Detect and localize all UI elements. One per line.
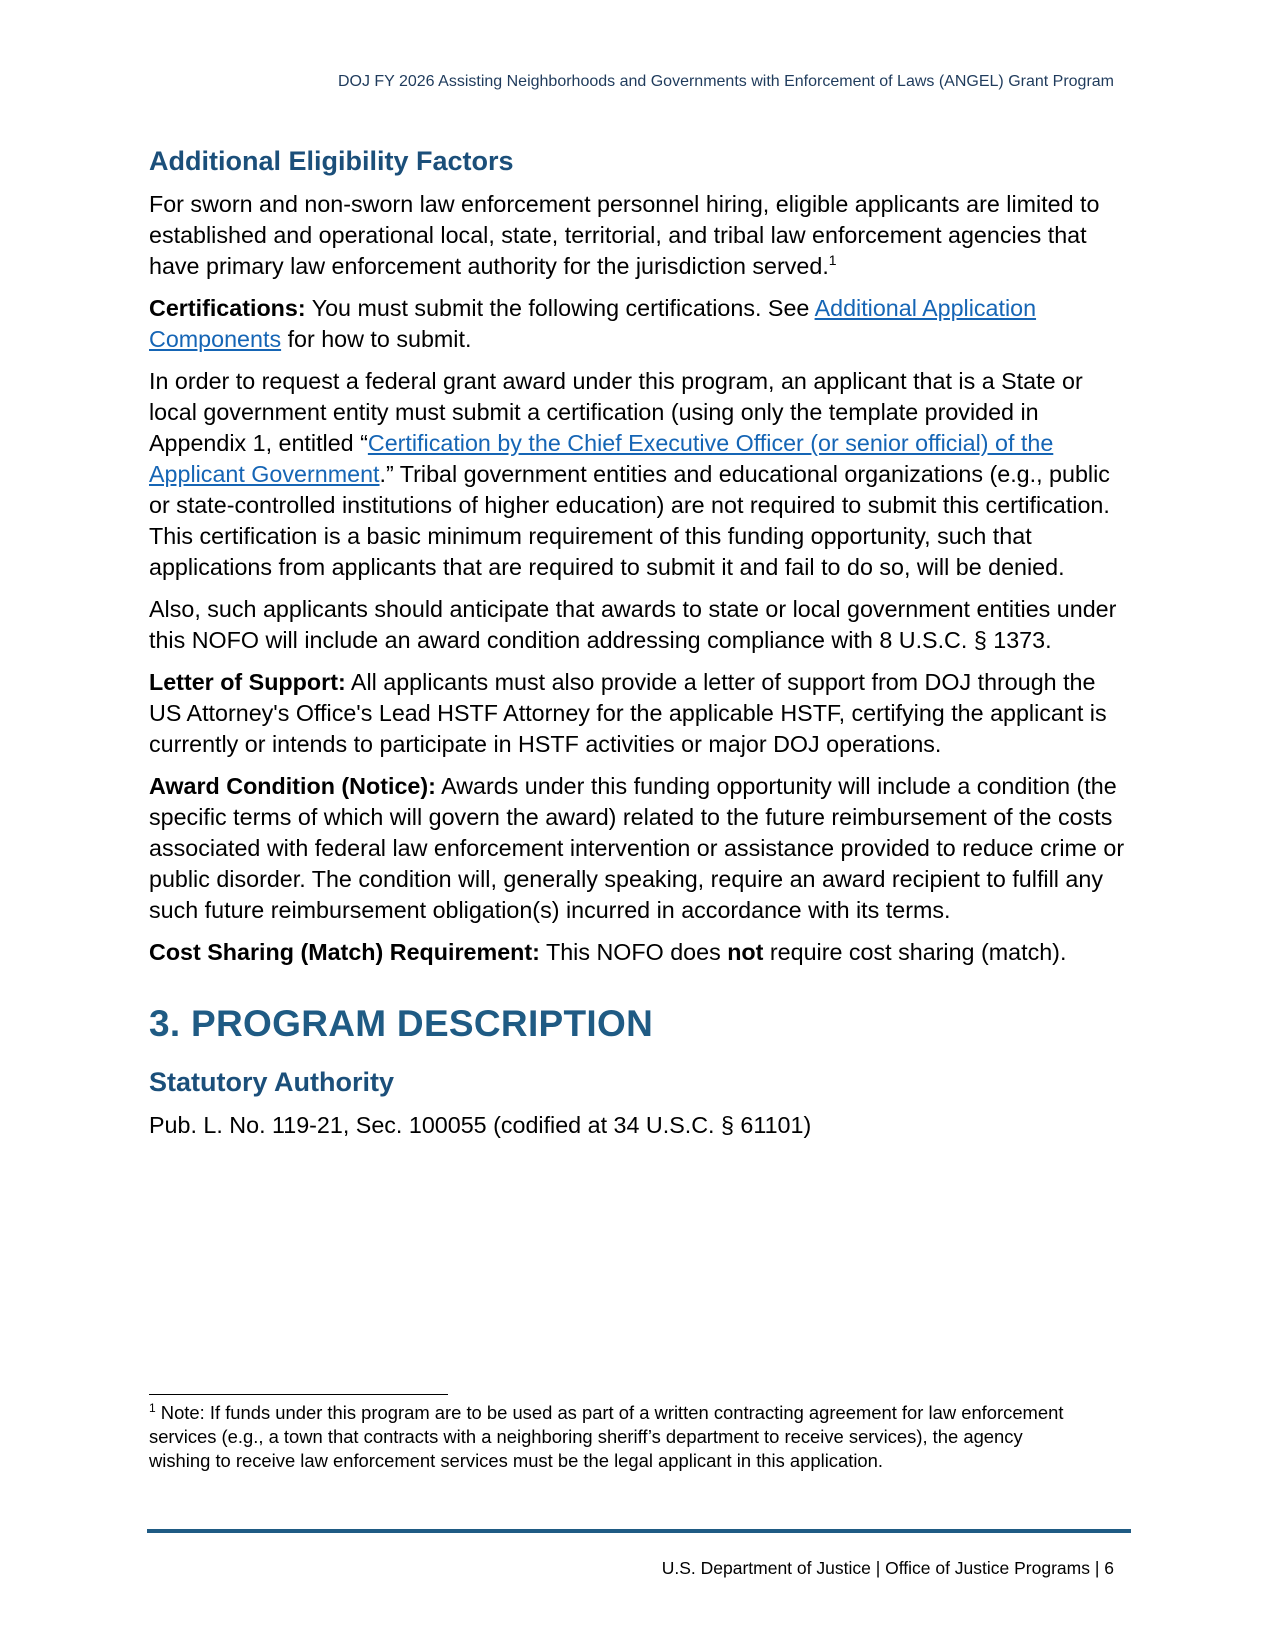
- page-footer: U.S. Department of Justice | Office of Justice Programs | 6: [661, 1558, 1114, 1578]
- program-description-heading: 3. PROGRAM DESCRIPTION: [149, 1002, 654, 1044]
- award-condition-paragraph: [149, 771, 1129, 926]
- also-paragraph: Also, such applicants should anticipate that awards to state or local government entities under this NOFO will include an award condition addressing compliance with 8 U.S.C. § 1373.: [149, 595, 1117, 653]
- letter-of-support-paragraph: [149, 667, 1129, 760]
- footnote-text: Note: If funds under this program are to be used as part of a written contracting agreement for law enforcement services (e.g., a town that contracts with a neighboring sheriff’s department to receive services), the agency wishing to receive law enforcement services must be the legal applicant in this application.: [149, 1402, 1064, 1471]
- certifications-label: Certifications:: [149, 294, 306, 321]
- award-condition-text: Awards under this funding opportunity will include a condition (the specific terms of which will govern the award) related to the future reimbursement of the costs associated with federal law enforcement intervention or assistance provided to reduce crime or public disorder. The condition will, generally speaking, require an award recipient to fulfill any such future reimbursement obligation(s) incurred in accordance with its terms.: [149, 772, 1125, 923]
- footer-rule: [147, 1529, 1131, 1533]
- eligibility-intro: [149, 189, 1129, 282]
- cert-detail-text: In order to request a federal grant award under this program, an applicant that is a State or local government entity must submit a certification (using only the template provided in Appendix 1, entitled “: [149, 367, 1083, 456]
- cert-detail-text-end: .” Tribal government entities and educational organizations (e.g., public or state-controlled institutions of higher education) are not required to submit this certification. This certification is a basic minimum requirement of this funding opportunity, such that applications from applicants that are required to submit it and fail to do so, will be denied.: [149, 460, 1110, 580]
- award-condition-label: Award Condition (Notice):: [149, 772, 436, 799]
- additional-application-components-link[interactable]: Additional Application Components: [149, 294, 1037, 352]
- letter-of-support-label: Letter of Support:: [149, 668, 346, 695]
- footnote-separator: [149, 1394, 448, 1395]
- cost-sharing-text-end: require cost sharing (match).: [763, 938, 1067, 965]
- footnote-ref[interactable]: 1: [828, 251, 837, 268]
- cost-sharing-text: This NOFO does: [539, 938, 728, 965]
- footnote: [149, 1401, 1089, 1473]
- certifications-text: You must submit the following certifications. See: [305, 294, 815, 321]
- eligibility-heading: Additional Eligibility Factors: [149, 146, 514, 176]
- ceo-certification-link[interactable]: Certification by the Chief Executive Officer (or senior official) of the Applicant Government: [149, 429, 1054, 487]
- letter-of-support-text: All applicants must also provide a letter of support from DOJ through the US Attorney's Office's Lead HSTF Attorney for the applicable HSTF, certifying the applicant is currently or intends to participate in HSTF activities or major DOJ operations.: [149, 668, 1107, 757]
- cost-sharing-paragraph: [149, 937, 1129, 968]
- running-header: DOJ FY 2026 Assisting Neighborhoods and Governments with Enforcement of Laws (ANGEL) Grant Program: [337, 73, 1114, 90]
- certifications-text-end: for how to submit.: [281, 325, 472, 352]
- cost-sharing-not: not: [727, 938, 764, 965]
- cert-detail-paragraph: [149, 366, 1129, 583]
- statutory-authority-heading: Statutory Authority: [149, 1067, 394, 1098]
- statutory-authority-text: Pub. L. No. 119-21, Sec. 100055 (codified at 34 U.S.C. § 61101): [149, 1111, 812, 1138]
- page-content: [149, 145, 1129, 1152]
- footnote-number: 1: [149, 1400, 156, 1415]
- cost-sharing-label: Cost Sharing (Match) Requirement:: [149, 938, 540, 965]
- eligibility-intro-text: For sworn and non-sworn law enforcement personnel hiring, eligible applicants are limited to established and operational local, state, territorial, and tribal law enforcement agencies that have primary law enforcement authority for the jurisdiction served.: [149, 190, 1100, 279]
- certifications-paragraph: [149, 293, 1129, 355]
